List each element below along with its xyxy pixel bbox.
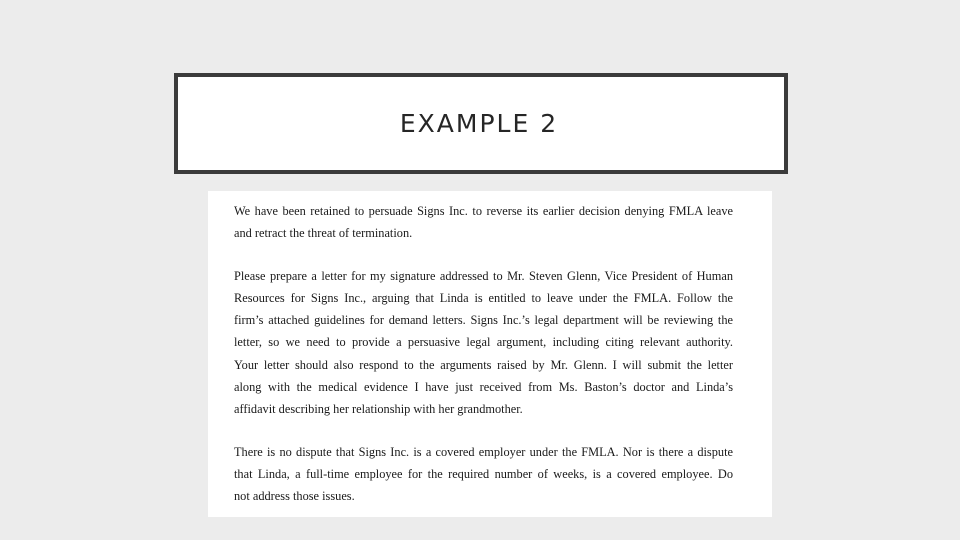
- document-paragraph-1: [234, 200, 733, 244]
- document-line: along with the medical evidence I have just received from Ms. Baston’s doctor and Linda’s: [234, 379, 733, 394]
- document-line: We have been retained to persuade Signs Inc. to reverse its earlier decision denying FMLA leave: [234, 204, 733, 218]
- slide-title: EXAMPLE 2: [399, 109, 559, 138]
- slide-title-box: [174, 73, 788, 174]
- document-paragraph-3: [234, 441, 733, 507]
- document-line: affidavit describing her relationship with her grandmother.: [234, 401, 523, 416]
- document-line: that Linda, a full-time employee for the required number of weeks, is a covered employee. Do: [234, 466, 733, 481]
- document-line: There is no dispute that Signs Inc. is a covered employer under the FMLA. Nor is there a dispute: [234, 444, 733, 459]
- document-line: letter, so we need to provide a persuasive legal argument, including citing relevant authority.: [234, 335, 733, 350]
- document-line: firm’s attached guidelines for demand letters. Signs Inc.’s legal department will be reviewing the: [234, 313, 733, 328]
- document-line: Resources for Signs Inc., arguing that Linda is entitled to leave under the FMLA. Follow the: [234, 291, 733, 306]
- document-line: Please prepare a letter for my signature addressed to Mr. Steven Glenn, Vice President of Human: [234, 269, 733, 284]
- document-line: Your letter should also respond to the arguments raised by Mr. Glenn. I will submit the letter: [234, 357, 733, 372]
- document-line: and retract the threat of termination.: [234, 226, 413, 241]
- document-excerpt: [208, 191, 772, 517]
- document-line: not address those issues.: [234, 489, 355, 504]
- document-paragraph-2: [234, 265, 733, 420]
